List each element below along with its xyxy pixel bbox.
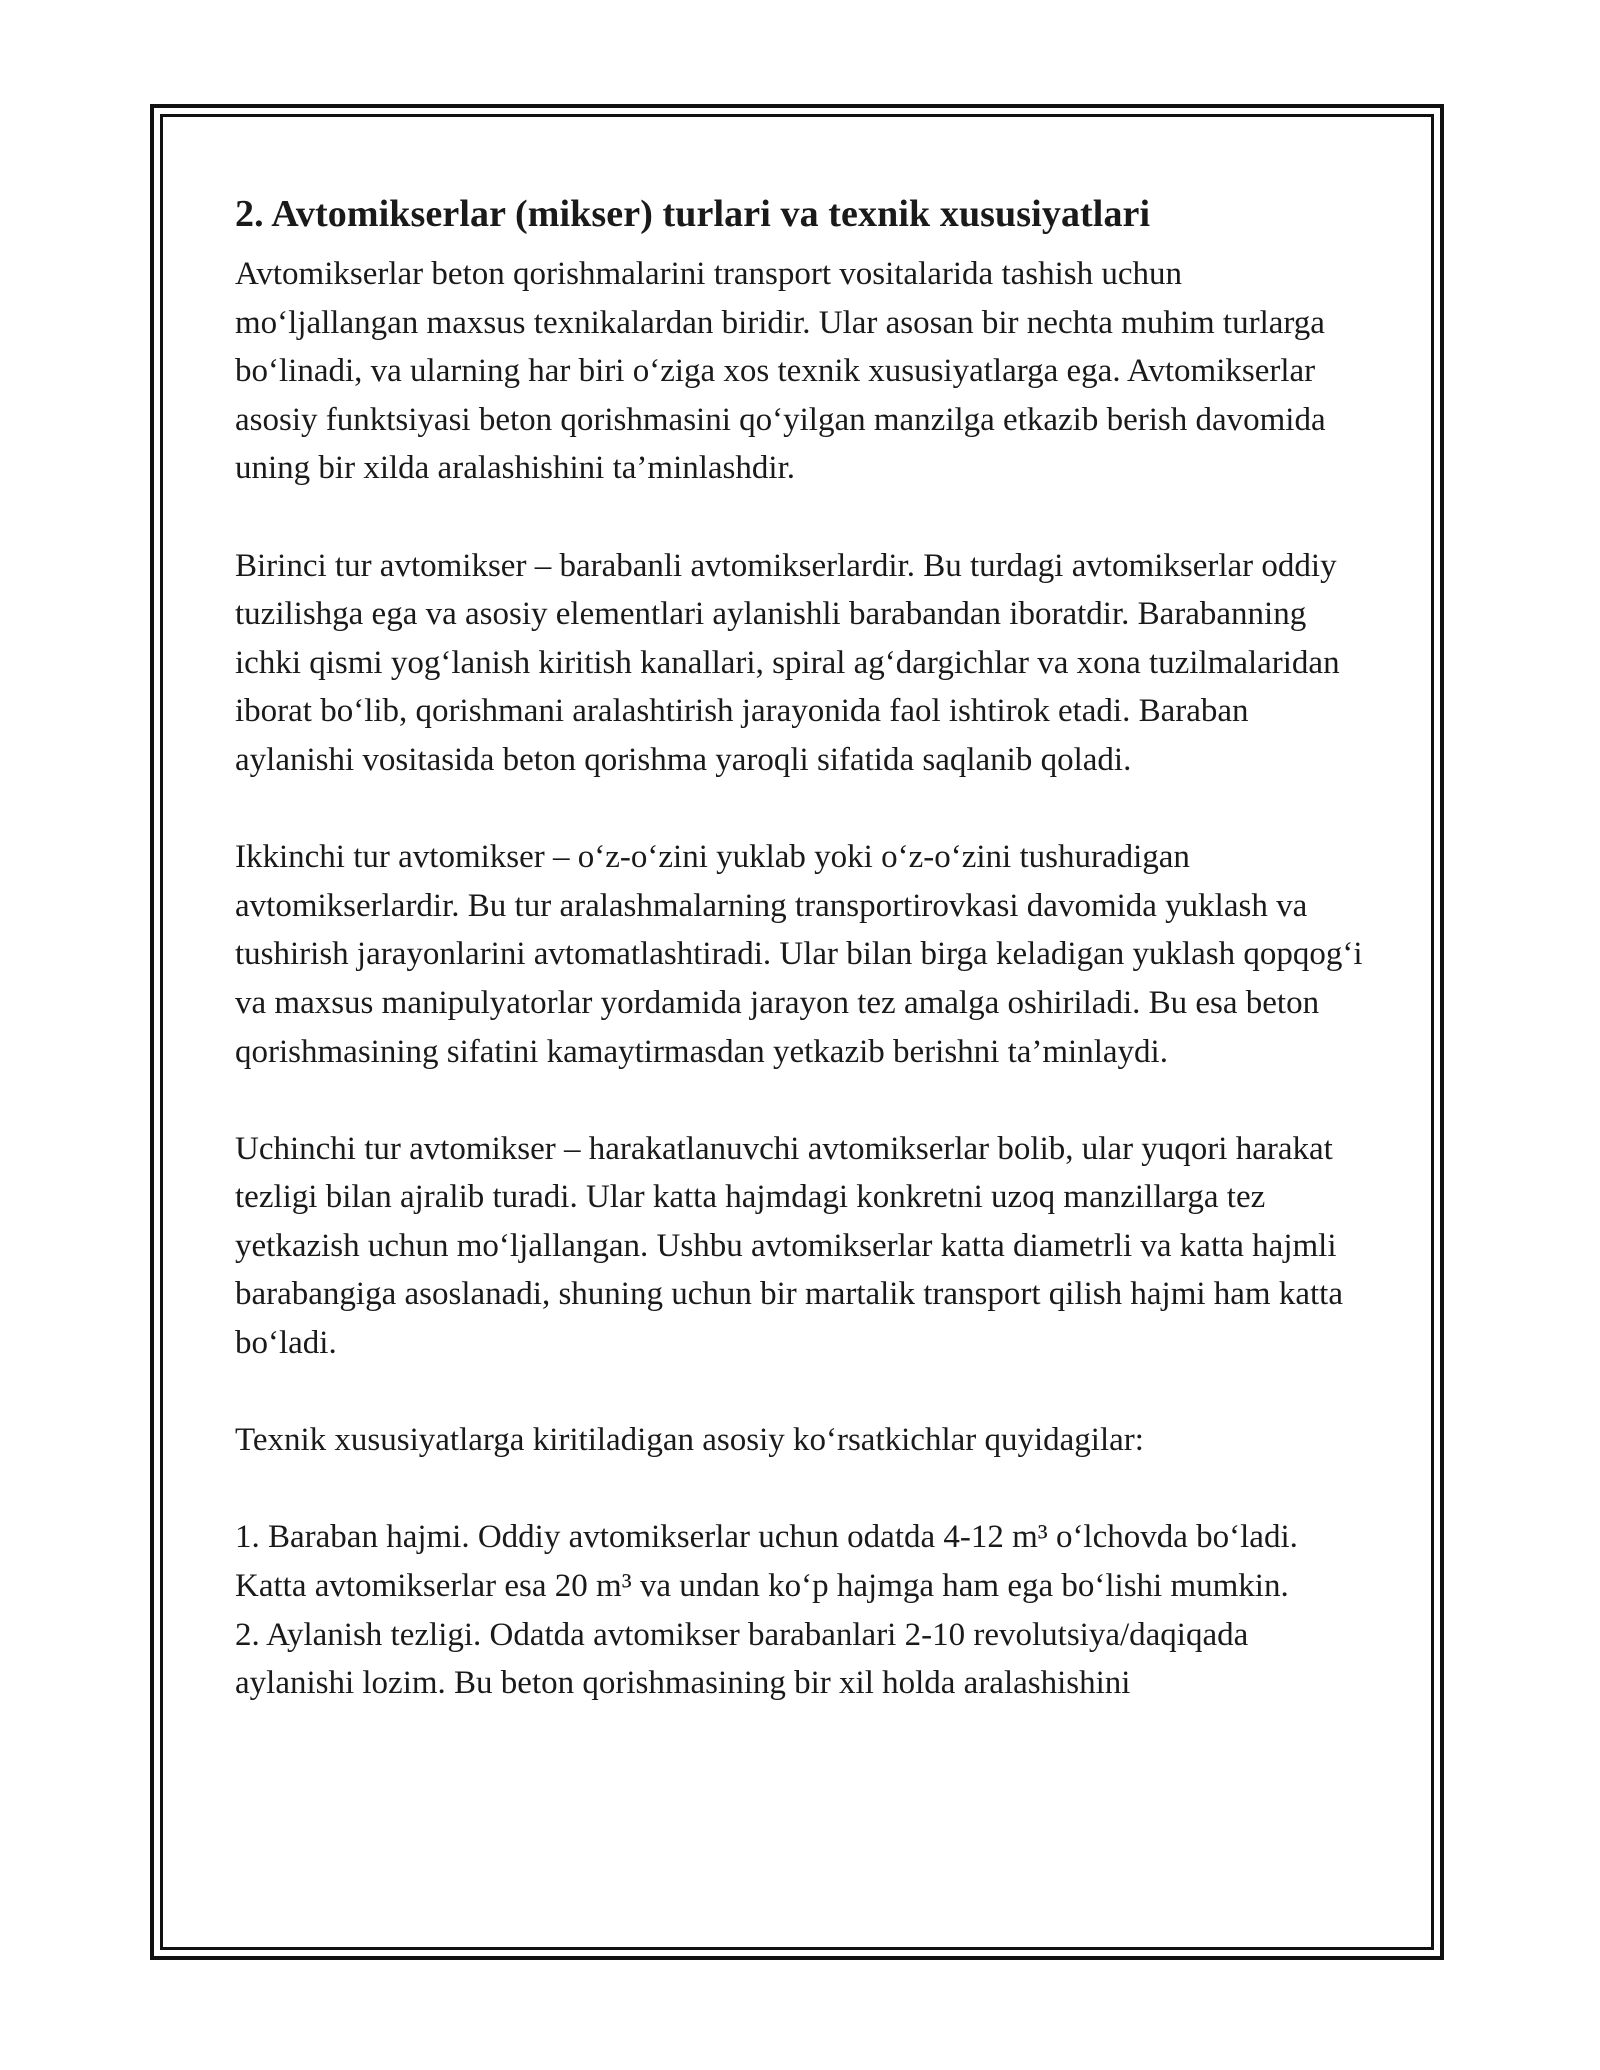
paragraph-spacer [235,1465,1370,1514]
paragraph-type-one: Birinci tur avtomikser – barabanli avtomikserlardir. Bu turdagi avtomikserlar oddiy tuzilishga ega va asosiy elementlari aylanishli barabandan iboratdir. Barabanning ichki qismi yog‘lanish kiritish kanallari, spiral ag‘dargichlar va xona tuzilmalaridan iborat bo‘lib, qorishmani aralashtirish jarayonida faol ishtirok etadi. Baraban aylanishi vositasida beton qorishma yaroqli sifatida saqlanib qoladi. [235,547,1340,778]
paragraph-spacer [235,493,1370,542]
paragraph-type-two: Ikkinchi tur avtomikser – o‘z-o‘zini yuklab yoki o‘z-o‘zini tushuradigan avtomikserlardir. Bu tur aralashmalarning transportirovkasi davomida yuklash va tushirish jarayonlarini avtomatlashtiradi. Ular bilan birga keladigan yuklash qopqog‘i va maxsus manipulyatorlar yordamida jarayon tez amalga oshiriladi. Bu esa beton qorishmasining sifatini kamaytirmasdan yetkazib berishni ta’minlaydi. [235,839,1363,1070]
paragraph-specs-intro: Texnik xususiyatlarga kiritiladigan asosiy ko‘rsatkichlar quyidagilar: [235,1422,1144,1459]
section-title: 2. Avtomikserlar (mikser) turlari va texnik xususiyatlari [235,193,1151,235]
paragraph-spacer [235,1368,1370,1417]
list-item-rotation-speed: 2. Aylanish tezligi. Odatda avtomikser barabanlari 2-10 revolutsiya/daqiqada aylanishi lozim. Bu beton qorishmasining bir xil holda aralashishini [235,1616,1249,1702]
paragraph-spacer [235,1076,1370,1125]
list-item-drum-volume: 1. Baraban hajmi. Oddiy avtomikserlar uchun odatda 4-12 m³ o‘lchovda bo‘ladi. Katta avtomikserlar esa 20 m³ va undan ko‘p hajmga ham ega bo‘lishi mumkin. [235,1519,1298,1605]
paragraph-intro: Avtomikserlar beton qorishmalarini transport vositalarida tashish uchun mo‘ljallangan maxsus texnikalardan biridir. Ular asosan bir nechta muhim turlarga bo‘linadi, va ularning har biri o‘ziga xos texnik xususiyatlarga ega. Avtomikserlar asosiy funktsiyasi beton qorishmasini qo‘yilgan manzilga etkazib berish davomida uning bir xilda aralashishini ta’minlashdir. [235,256,1326,487]
document-body [235,188,1370,1708]
paragraph-type-three: Uchinchi tur avtomikser – harakatlanuvchi avtomikserlar bolib, ular yuqori harakat tezligi bilan ajralib turadi. Ular katta hajmdagi konkretni uzoq manzillarga tez yetkazish uchun mo‘ljallangan. Ushbu avtomikserlar katta diametrli va katta hajmli barabangiga asoslanadi, shuning uchun bir martalik transport qilish hajmi ham katta bo‘ladi. [235,1130,1343,1362]
paragraph-spacer [235,785,1370,834]
